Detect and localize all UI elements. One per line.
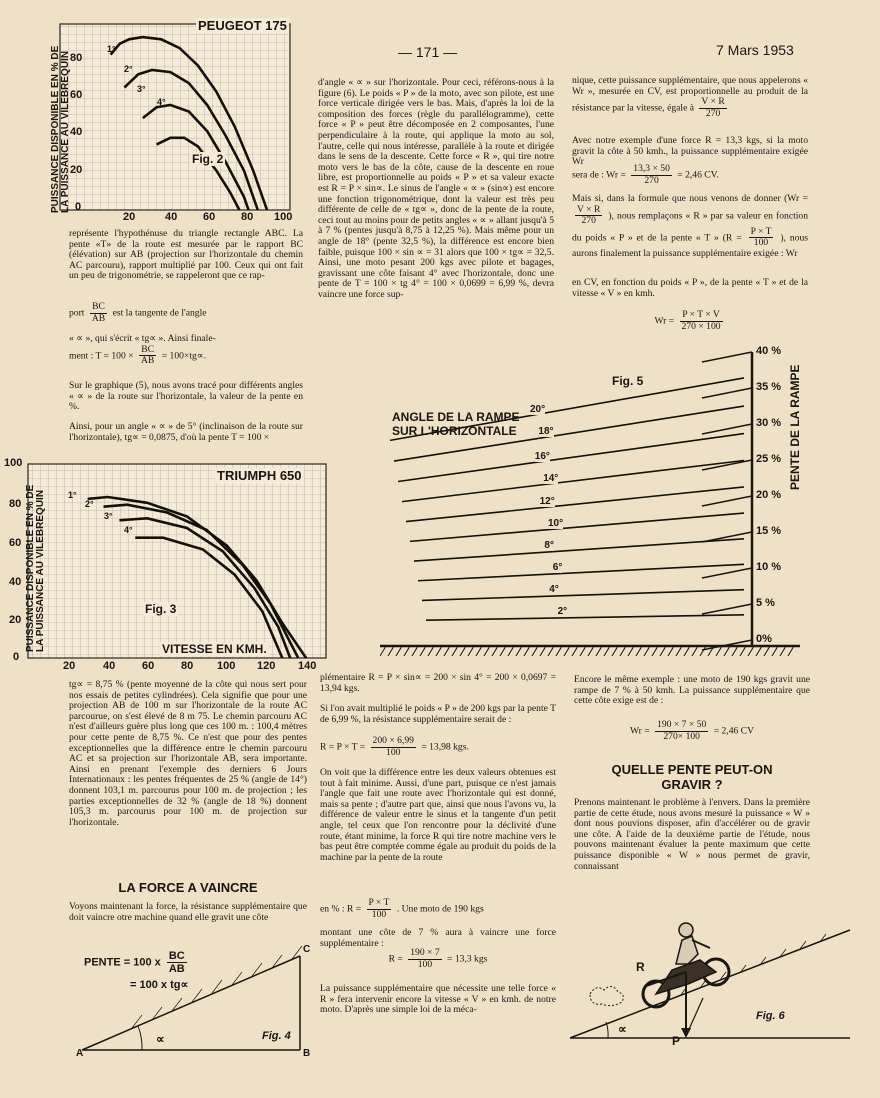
fig5-angle-line [422,590,744,601]
fig5-ylabel: PENTE DE LA RAMPE [788,364,802,490]
fig3-xtick: 40 [103,660,116,672]
fig3-ylabel: PUISSANCE DISPONIBLE EN % DE LA PUISSANCE AU VILEBREQUIN [25,484,46,652]
fig3-xtick: 100 [217,660,236,672]
fig5-angle-label: 6° [552,561,563,573]
figure-3-chart [0,454,330,676]
fig4-point-a: A [76,1048,84,1059]
fig3-curve-label: 3° [104,511,113,521]
fig5-pct-tick [702,388,752,398]
col1-paragraph-4: tg∝ = 8,75 % (pente moyenne de la côte qui nous sert pour nos essais de petites cylindrées). Cela signifie que pour une projection AB de 100 m sur l'horizontale de la route AC parcourue, on s'est élevé de 8 m 75. Le chemin parcouru AC n'est d'ailleurs guère plus long que ces 100 m. : 100,4 mètres pour cette pente de 8,75 %. Ce n'est que pour des pentes exceptionnelles que la différence entre le chemin parcouru AC et sa projection sur l'horizontale AB, sera importante. Ainsi en prenant l'exemple des derniers 6 Jours Internationaux : les pentes fréquentes de 25 % (angle de 14°) donnent 103,1 m. parcourus pour 100 m. de projection ; les parties exceptionnelles de 32 % (angle de 18 %) donnent 105,3 m. parcourus pour 100 m. de projection sur l'horizontale. [69,679,307,828]
fig5-angle-line [426,615,744,620]
fig2-xtick: 60 [203,211,216,223]
col2-paragraph-1: d'angle « ∝ » sur l'horizontale. Pour ceci, référons-nous à la figure (6). Le poids « P » de la moto, avec son pilote, est une force verticale dirigée vers le bas. Mais, d'après la loi de la composition des forces (règle du parallélogramme), cette force « P » peut être décomposée en 2 composantes, l'une perpendiculaire à la route, qui applique la moto au sol, l'autre, celle qui nous intéresse, parallèle à la route et dirigée dans le sens de la descente. Cette force « R », qui tire notre moto vers le bas de la côte, cause de la descente en roue libre, est proportionnelle au poids « P » et sa valeur exacte est R = P × sin∝. Le sinus de l'angle « ∝ » (sin∝) est encore une fonction trigonométrique, dont la valeur est très peu différente de celle de « tg∝ », donc de la pente de la route, ceci tout au moins pour de petits angles « ∝ » allant jusqu'à 5 à 7 % (pentes jusqu'à 8,75 à 12,25 %). Mais même pour un angle de 18° (pente 32,5 %), la différence est encore bien faible, puisque 100 × sin ∝ = 31 alors que 100 × tg∝ = 32,5. Ainsi, une moto pesant 200 kgs avec pilote et bagages, gravissant une côte faisant 4° avec l'horizontale, donc une pente de T = 100 × tg 4° = 100 × 0,0699 = 6,99 %, devra vaincre une force sup- [318,77,554,300]
fig3-xtick: 20 [63,660,76,672]
fig5-pct-label: 20 % [756,489,782,501]
fig5-pct-label: 40 % [756,345,782,357]
figure-5-svg [380,340,880,666]
fig5-angle-line [418,561,744,580]
fig5-angle-label: 12° [539,495,555,507]
fig5-angle-line [414,539,744,561]
fig2-label: Fig. 2 [192,152,224,166]
fig2-curve-label: 1° [107,44,116,54]
motorcycle-illustration [590,923,729,1007]
fig5-pct-label: 35 % [756,381,782,393]
figure-6-svg [560,910,860,1050]
fig5-pct-label: 25 % [756,453,782,465]
fig2-xtick: 80 [241,211,254,223]
fig5-pct-label: 15 % [756,525,782,537]
col1-formula-1: port $\frac{BC}{AB}$ est la tangente de l'angle [69,301,207,324]
fig3-ytick: 100 [4,457,23,469]
fig2-ytick: 40 [70,126,83,138]
fig3-label: Fig. 3 [145,602,177,616]
col1-paragraph-2: Sur le graphique (5), nous avons tracé pour différents angles « ∝ » de la route sur l'horizontale, la valeur de la pente en %. [69,380,303,413]
col2-paragraph-5: montant une côte de 7 % aura à vaincre une force supplémentaire : [320,927,556,949]
fig4-point-b: B [303,1048,311,1059]
col2-paragraph-3: Si l'on avait multiplié le poids « P » de 200 kgs par la pente T de 6,99 %, la résistance supplémentaire serait de : [320,703,556,725]
figure-2-chart [20,18,300,224]
figure-5-diagram [380,340,880,666]
fig5-angle-label: 14° [543,472,559,484]
col3-paragraph-2: Avec notre exemple d'une force R = 13,3 kgs, si la moto gravit la côte à 50 kmh., la puissance supplémentaire exigée Wr [572,135,808,168]
fig3-ytick: 60 [9,537,22,549]
fig3-xtick: 80 [181,660,194,672]
fig3-title: TRIUMPH 650 [217,468,302,483]
heading-quelle-pente: QUELLE PENTE PEUT-ON GRAVIR ? [611,762,773,792]
col2-paragraph-2: plémentaire R = P × sin∝ = 200 × sin 4° = 200 × 0,0697 = 13,94 kgs. [320,672,556,694]
col1-formula-2: « ∝ », qui s'écrit « tg∝ ». Ainsi finale- ment : T = 100 × $\frac{BC}{AB}$ = 100×tg∝. [69,333,216,367]
col3-paragraph-1: nique, cette puissance supplémentaire, que nous appelerons « Wr », mesurée en CV, est proportionnelle au produit de la résistance par la vitesse, égale à $\frac{V \times R}{270}$ [572,75,808,119]
fig2-xtick: 20 [123,211,136,223]
fig2-curve-label: 2° [124,64,133,74]
col1-paragraph-5: Voyons maintenant la force, la résistance supplémentaire que doit vaincre otre machine quand elle gravit une côte [69,901,307,923]
fig6-alpha: ∝ [618,1022,627,1036]
fig3-xlabel: VITESSE EN KMH. [162,642,267,656]
fig3-xtick: 120 [257,660,276,672]
fig5-angle-label: 18° [538,426,554,438]
fig2-xtick: 100 [274,211,293,223]
col3-formula-2: Wr = $\frac{P \times T \times V}{270 \times 100}$ [654,309,721,332]
fig5-label: Fig. 5 [612,374,644,388]
fig3-curve-label: 2° [85,499,94,509]
col3-paragraph-5: Encore le même exemple : une moto de 190 kgs gravit une rampe de 7 % à 50 kmh. La puissance supplémentaire que cette côte exige est de : [574,674,810,707]
col3-paragraph-3: Mais si, dans la formule que nous venons de donner (Wr = $\frac{V \times R}{270}$ ), nous remplaçons « R » par sa valeur en fonction du poids « P » et de la pente « T » (R = $\frac{P \times T}{100}$ ), nous aurons finalement la puissance supplémentaire exigée : Wr [572,193,808,259]
fig5-angle-line [398,434,744,482]
col3-formula-1: sera de : Wr = $\frac{13,3 \times 50}{270}$ = 2,46 CV. [572,163,719,186]
fig5-angle-line [410,513,744,541]
fig6-angle-arc [606,1022,608,1038]
figure-4-diagram [72,936,322,1064]
fig4-formula-line2: = 100 x tg∝ [130,979,189,991]
col2-paragraph-4: On voit que la différence entre les deux valeurs obtenues est tout à fait minime. Aussi, d'une part, puisque ce n'est jamais l'angle que fait une route avec l'horizontale qui est donné, mais sa pente ; d'autre part que, ainsi que nous l'avons vu, la différence de valeur entre le sinus et la tangente d'un petit angle, tel ceux que l'on rencontre pour la déclivité d'une route, étant minime, la force R qui tire notre machine vers le bas peut être comptée comme égale au produit du poids de la machine par la pente de la route [320,767,556,863]
fig3-curve-label: 4° [124,525,133,535]
fig2-ylabel: PUISSANCE DISPONIBLE EN % DE LA PUISSANCE AU VILEBREQUIN [50,45,71,213]
fig4-formula-line1: PENTE = 100 x $\frac{BC}{AB}$ [84,950,185,975]
fig5-angle-label: 4° [549,584,559,596]
col3-paragraph-6: Prenons maintenant le problème à l'envers. Dans la première partie de cette étude, nous avons mesuré la puissance « W » dont nous pouvions disposer, afin d'accélérer ou de gravir une côte. A l'aide de la deuxième partie de l'étude, nous pouvons maintenant évaluer la pente maximum que cette puissance disponible « W » nous permet de gravir, connaissant [574,797,810,872]
fig5-pct-tick [702,604,752,614]
fig3-ytick: 20 [9,614,22,626]
fig3-ytick: 80 [9,498,22,510]
fig5-pct-tick [702,568,752,578]
fig5-title-line2: SUR L'HORIZONTALE [392,424,517,438]
fig4-point-c: C [303,944,311,955]
fig6-label-p: P [672,1034,681,1048]
fig5-angle-line [402,460,744,501]
issue-date: 7 Mars 1953 [716,42,794,58]
fig2-ytick: 20 [70,164,83,176]
col1-paragraph-3: Ainsi, pour un angle « ∝ » de 5° (inclinaison de la route sur l'horizontale), tg∝ = 0,0875, d'où la pente T = 100 × [69,421,303,443]
fig3-ytick: 0 [13,651,20,663]
col2-formula-2: en % : R = $\frac{P \times T}{100}$ . Une moto de 190 kgs [320,897,484,920]
heading-force-a-vaincre: LA FORCE A VAINCRE [118,880,258,895]
fig3-ytick: 40 [9,576,22,588]
fig5-pct-tick [702,496,752,506]
fig5-pct-label: 30 % [756,417,782,429]
fig5-pct-tick [702,352,752,362]
fig3-xtick: 60 [142,660,155,672]
fig5-title-line1: ANGLE DE LA RAMPE [392,410,520,424]
col2-formula-1: R = P × T = $\frac{200 \times 6,99}{100}$ = 13,98 kgs. [320,735,469,758]
fig3-xtick: 140 [298,660,317,672]
fig4-alpha: ∝ [156,1032,165,1046]
fig5-angle-label: 20° [530,403,546,415]
fig5-angle-line [406,487,744,522]
fig2-ytick: 60 [70,89,83,101]
fig2-ytick: 0 [75,201,82,213]
fig5-angle-label: 8° [544,540,554,552]
fig4-label: Fig. 4 [262,1030,291,1042]
fig2-ytick: 80 [70,52,83,64]
fig2-curve-label: 3° [137,84,146,94]
col1-paragraph-1: représente l'hypothénuse du triangle rectangle ABC. La pente «T» de la route est mesurée par le rapport BC (élévation) sur AB (projection sur l'horizontale du chemin AC parcouru), rapport multiplié par 100. Ceux qui ont fait un peu de trigonométrie, se rappeleront que ce rap- [69,228,303,282]
fig5-pct-label: 0% [756,633,772,645]
fig5-angle-label: 16° [534,450,550,462]
fig5-angle-label: 10° [548,517,564,529]
fig4-angle-arc [138,1026,142,1050]
fig6-caption: Fig. 6 [756,1010,785,1022]
figure-6-diagram [560,910,860,1050]
col3-paragraph-4: en CV, en fonction du poids « P », de la pente « T » et de la vitesse « V » en kmh. [572,277,808,299]
fig5-pct-label: 5 % [756,597,775,609]
fig2-curve-label: 4° [157,97,166,107]
fig5-pct-tick [702,424,752,434]
fig2-xtick: 40 [165,211,178,223]
col3-formula-3: Wr = $\frac{190 \times 7 \times 50}{270\times 100}$ = 2,46 CV [629,719,755,742]
fig5-angle-label: 2° [557,605,568,617]
page-number: — 171 — [398,44,458,60]
fig6-label-r: R [636,960,645,974]
fig2-title: PEUGEOT 175 [198,18,287,33]
fig3-curve-label: 1° [68,490,77,500]
col2-paragraph-6: La puissance supplémentaire que nécessite une telle force « R » fera intervenir encore la vitesse « V » en kmh. de notre moto. D'après une simple loi de la méca- [320,983,556,1016]
col2-formula-3: R = $\frac{190 \times 7}{100}$ = 13,3 kgs [388,947,488,970]
fig5-pct-label: 10 % [756,561,782,573]
